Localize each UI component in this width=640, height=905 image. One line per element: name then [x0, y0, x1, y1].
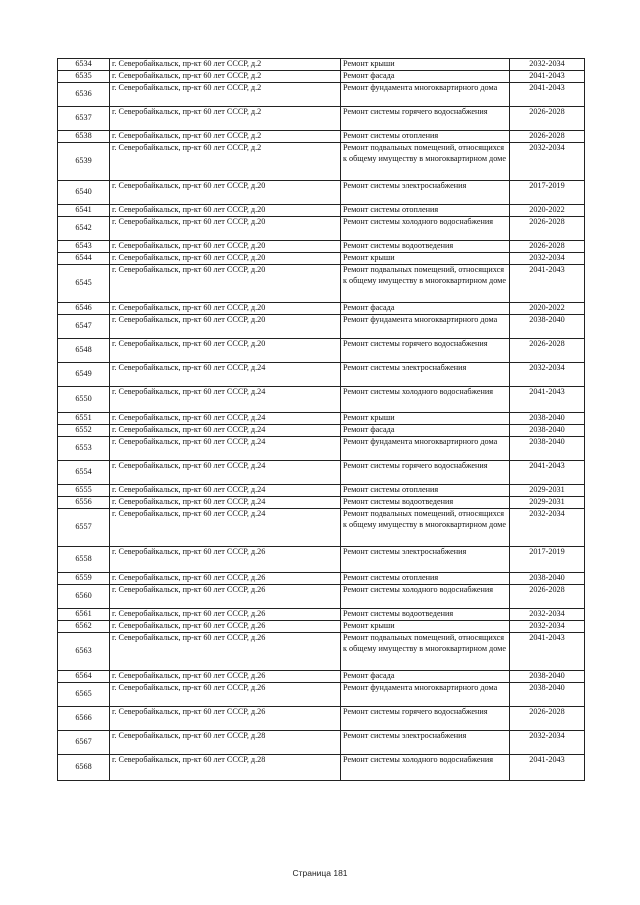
row-work-type: Ремонт системы холодного водоснабжения: [341, 585, 510, 609]
row-number: 6551: [58, 413, 110, 425]
row-address: г. Северобайкальск, пр-кт 60 лет СССР, д.20: [110, 217, 341, 241]
row-address: г. Северобайкальск, пр-кт 60 лет СССР, д.26: [110, 683, 341, 707]
row-number: 6540: [58, 181, 110, 205]
row-period: 2026-2028: [510, 707, 585, 731]
row-address: г. Северобайкальск, пр-кт 60 лет СССР, д.20: [110, 339, 341, 363]
row-address: г. Северобайкальск, пр-кт 60 лет СССР, д.24: [110, 387, 341, 413]
row-address: г. Северобайкальск, пр-кт 60 лет СССР, д.28: [110, 731, 341, 755]
table-row: [58, 707, 585, 731]
table-row: [58, 621, 585, 633]
row-number: 6555: [58, 485, 110, 497]
row-work-type: Ремонт крыши: [341, 253, 510, 265]
row-address: г. Северобайкальск, пр-кт 60 лет СССР, д.26: [110, 585, 341, 609]
row-number: 6564: [58, 671, 110, 683]
row-work-type: Ремонт системы горячего водоснабжения: [341, 707, 510, 731]
table-row: [58, 181, 585, 205]
row-work-type: Ремонт системы электроснабжения: [341, 363, 510, 387]
table-row: [58, 59, 585, 71]
row-period: 2038-2040: [510, 573, 585, 585]
table-row: [58, 573, 585, 585]
row-address: г. Северобайкальск, пр-кт 60 лет СССР, д.26: [110, 621, 341, 633]
row-number: 6562: [58, 621, 110, 633]
table-row: [58, 683, 585, 707]
row-period: 2032-2034: [510, 731, 585, 755]
table-row: [58, 205, 585, 217]
row-address: г. Северобайкальск, пр-кт 60 лет СССР, д.2: [110, 59, 341, 71]
row-number: 6563: [58, 633, 110, 671]
table-row: [58, 413, 585, 425]
row-period: 2017-2019: [510, 547, 585, 573]
row-period: 2041-2043: [510, 71, 585, 83]
row-period: 2032-2034: [510, 253, 585, 265]
row-address: г. Северобайкальск, пр-кт 60 лет СССР, д.24: [110, 413, 341, 425]
row-work-type: Ремонт системы горячего водоснабжения: [341, 461, 510, 485]
table-row: [58, 755, 585, 781]
row-address: г. Северобайкальск, пр-кт 60 лет СССР, д.24: [110, 437, 341, 461]
row-period: 2032-2034: [510, 509, 585, 547]
row-period: 2017-2019: [510, 181, 585, 205]
row-work-type: Ремонт подвальных помещений, относящихся к общему имуществу в многоквартирном доме: [341, 509, 510, 547]
row-number: 6558: [58, 547, 110, 573]
row-address: г. Северобайкальск, пр-кт 60 лет СССР, д.20: [110, 253, 341, 265]
row-address: г. Северобайкальск, пр-кт 60 лет СССР, д.20: [110, 181, 341, 205]
row-number: 6546: [58, 303, 110, 315]
row-work-type: Ремонт фундамента многоквартирного дома: [341, 437, 510, 461]
row-address: г. Северобайкальск, пр-кт 60 лет СССР, д.26: [110, 671, 341, 683]
row-period: 2032-2034: [510, 609, 585, 621]
row-work-type: Ремонт системы электроснабжения: [341, 181, 510, 205]
row-address: г. Северобайкальск, пр-кт 60 лет СССР, д.2: [110, 107, 341, 131]
row-address: г. Северобайкальск, пр-кт 60 лет СССР, д.24: [110, 485, 341, 497]
row-number: 6561: [58, 609, 110, 621]
row-address: г. Северобайкальск, пр-кт 60 лет СССР, д.26: [110, 609, 341, 621]
row-number: 6545: [58, 265, 110, 303]
row-period: 2032-2034: [510, 143, 585, 181]
row-address: г. Северобайкальск, пр-кт 60 лет СССР, д.20: [110, 265, 341, 303]
row-address: г. Северобайкальск, пр-кт 60 лет СССР, д.24: [110, 461, 341, 485]
row-number: 6548: [58, 339, 110, 363]
row-number: 6547: [58, 315, 110, 339]
row-work-type: Ремонт крыши: [341, 621, 510, 633]
row-work-type: Ремонт системы холодного водоснабжения: [341, 755, 510, 781]
row-period: 2026-2028: [510, 241, 585, 253]
row-period: 2026-2028: [510, 131, 585, 143]
table-row: [58, 265, 585, 303]
row-address: г. Северобайкальск, пр-кт 60 лет СССР, д.2: [110, 83, 341, 107]
row-work-type: Ремонт системы водоотведения: [341, 241, 510, 253]
row-address: г. Северобайкальск, пр-кт 60 лет СССР, д.20: [110, 241, 341, 253]
row-number: 6535: [58, 71, 110, 83]
row-address: г. Северобайкальск, пр-кт 60 лет СССР, д.26: [110, 573, 341, 585]
row-period: 2026-2028: [510, 217, 585, 241]
row-period: 2041-2043: [510, 755, 585, 781]
row-period: 2029-2031: [510, 497, 585, 509]
row-period: 2032-2034: [510, 363, 585, 387]
row-period: 2026-2028: [510, 107, 585, 131]
row-period: 2041-2043: [510, 461, 585, 485]
row-work-type: Ремонт крыши: [341, 413, 510, 425]
row-period: 2038-2040: [510, 425, 585, 437]
row-period: 2041-2043: [510, 83, 585, 107]
table-row: [58, 303, 585, 315]
row-work-type: Ремонт системы отопления: [341, 485, 510, 497]
row-period: 2041-2043: [510, 265, 585, 303]
row-period: 2041-2043: [510, 633, 585, 671]
table-row: [58, 485, 585, 497]
row-address: г. Северобайкальск, пр-кт 60 лет СССР, д.24: [110, 363, 341, 387]
row-address: г. Северобайкальск, пр-кт 60 лет СССР, д.2: [110, 71, 341, 83]
table-row: [58, 387, 585, 413]
table-row: [58, 509, 585, 547]
table-row: [58, 131, 585, 143]
row-address: г. Северобайкальск, пр-кт 60 лет СССР, д.20: [110, 205, 341, 217]
row-work-type: Ремонт фундамента многоквартирного дома: [341, 83, 510, 107]
row-period: 2032-2034: [510, 621, 585, 633]
row-number: 6550: [58, 387, 110, 413]
row-number: 6534: [58, 59, 110, 71]
row-work-type: Ремонт системы отопления: [341, 205, 510, 217]
table-row: [58, 339, 585, 363]
table-row: [58, 143, 585, 181]
row-number: 6538: [58, 131, 110, 143]
row-number: 6565: [58, 683, 110, 707]
row-period: 2038-2040: [510, 315, 585, 339]
row-address: г. Северобайкальск, пр-кт 60 лет СССР, д.26: [110, 707, 341, 731]
row-address: г. Северобайкальск, пр-кт 60 лет СССР, д.24: [110, 509, 341, 547]
row-work-type: Ремонт фундамента многоквартирного дома: [341, 315, 510, 339]
row-number: 6543: [58, 241, 110, 253]
row-period: 2038-2040: [510, 413, 585, 425]
table-row: [58, 315, 585, 339]
row-work-type: Ремонт системы холодного водоснабжения: [341, 217, 510, 241]
row-work-type: Ремонт системы горячего водоснабжения: [341, 339, 510, 363]
row-work-type: Ремонт подвальных помещений, относящихся к общему имуществу в многоквартирном доме: [341, 633, 510, 671]
row-work-type: Ремонт фасада: [341, 71, 510, 83]
repair-schedule-table: [57, 58, 585, 781]
table-row: [58, 71, 585, 83]
row-address: г. Северобайкальск, пр-кт 60 лет СССР, д.24: [110, 497, 341, 509]
row-address: г. Северобайкальск, пр-кт 60 лет СССР, д.2: [110, 131, 341, 143]
row-number: 6554: [58, 461, 110, 485]
row-period: 2041-2043: [510, 387, 585, 413]
row-number: 6539: [58, 143, 110, 181]
row-number: 6553: [58, 437, 110, 461]
row-number: 6568: [58, 755, 110, 781]
row-work-type: Ремонт системы отопления: [341, 573, 510, 585]
table-row: [58, 671, 585, 683]
row-work-type: Ремонт системы холодного водоснабжения: [341, 387, 510, 413]
row-period: 2026-2028: [510, 339, 585, 363]
row-address: г. Северобайкальск, пр-кт 60 лет СССР, д.20: [110, 303, 341, 315]
row-work-type: Ремонт фасада: [341, 425, 510, 437]
table-row: [58, 425, 585, 437]
page-number: Страница 181: [292, 868, 348, 878]
table-row: [58, 633, 585, 671]
row-work-type: Ремонт крыши: [341, 59, 510, 71]
row-number: 6536: [58, 83, 110, 107]
row-address: г. Северобайкальск, пр-кт 60 лет СССР, д.20: [110, 315, 341, 339]
table-row: [58, 253, 585, 265]
row-address: г. Северобайкальск, пр-кт 60 лет СССР, д.24: [110, 425, 341, 437]
table-row: [58, 241, 585, 253]
row-number: 6542: [58, 217, 110, 241]
row-address: г. Северобайкальск, пр-кт 60 лет СССР, д.2: [110, 143, 341, 181]
row-number: 6566: [58, 707, 110, 731]
row-work-type: Ремонт системы электроснабжения: [341, 731, 510, 755]
row-number: 6544: [58, 253, 110, 265]
row-period: 2038-2040: [510, 683, 585, 707]
table-row: [58, 547, 585, 573]
row-period: 2029-2031: [510, 485, 585, 497]
row-work-type: Ремонт фундамента многоквартирного дома: [341, 683, 510, 707]
row-work-type: Ремонт подвальных помещений, относящихся к общему имуществу в многоквартирном доме: [341, 265, 510, 303]
row-period: 2026-2028: [510, 585, 585, 609]
row-work-type: Ремонт системы водоотведения: [341, 609, 510, 621]
table-row: [58, 83, 585, 107]
row-number: 6559: [58, 573, 110, 585]
table-row: [58, 731, 585, 755]
table-row: [58, 437, 585, 461]
row-number: 6567: [58, 731, 110, 755]
row-work-type: Ремонт системы электроснабжения: [341, 547, 510, 573]
row-number: 6560: [58, 585, 110, 609]
row-period: 2038-2040: [510, 437, 585, 461]
row-number: 6557: [58, 509, 110, 547]
table-row: [58, 217, 585, 241]
row-work-type: Ремонт системы водоотведения: [341, 497, 510, 509]
row-work-type: Ремонт системы отопления: [341, 131, 510, 143]
row-number: 6549: [58, 363, 110, 387]
row-number: 6541: [58, 205, 110, 217]
table-body: [58, 59, 585, 781]
table-row: [58, 585, 585, 609]
row-period: 2020-2022: [510, 205, 585, 217]
row-work-type: Ремонт фасада: [341, 303, 510, 315]
table-row: [58, 461, 585, 485]
row-address: г. Северобайкальск, пр-кт 60 лет СССР, д.28: [110, 755, 341, 781]
row-address: г. Северобайкальск, пр-кт 60 лет СССР, д.26: [110, 547, 341, 573]
row-work-type: Ремонт системы горячего водоснабжения: [341, 107, 510, 131]
row-period: 2020-2022: [510, 303, 585, 315]
table-row: [58, 609, 585, 621]
row-period: 2032-2034: [510, 59, 585, 71]
table-row: [58, 363, 585, 387]
row-number: 6537: [58, 107, 110, 131]
row-number: 6556: [58, 497, 110, 509]
row-work-type: Ремонт подвальных помещений, относящихся к общему имуществу в многоквартирном доме: [341, 143, 510, 181]
table-row: [58, 107, 585, 131]
row-period: 2038-2040: [510, 671, 585, 683]
row-work-type: Ремонт фасада: [341, 671, 510, 683]
row-address: г. Северобайкальск, пр-кт 60 лет СССР, д.26: [110, 633, 341, 671]
row-number: 6552: [58, 425, 110, 437]
table-row: [58, 497, 585, 509]
